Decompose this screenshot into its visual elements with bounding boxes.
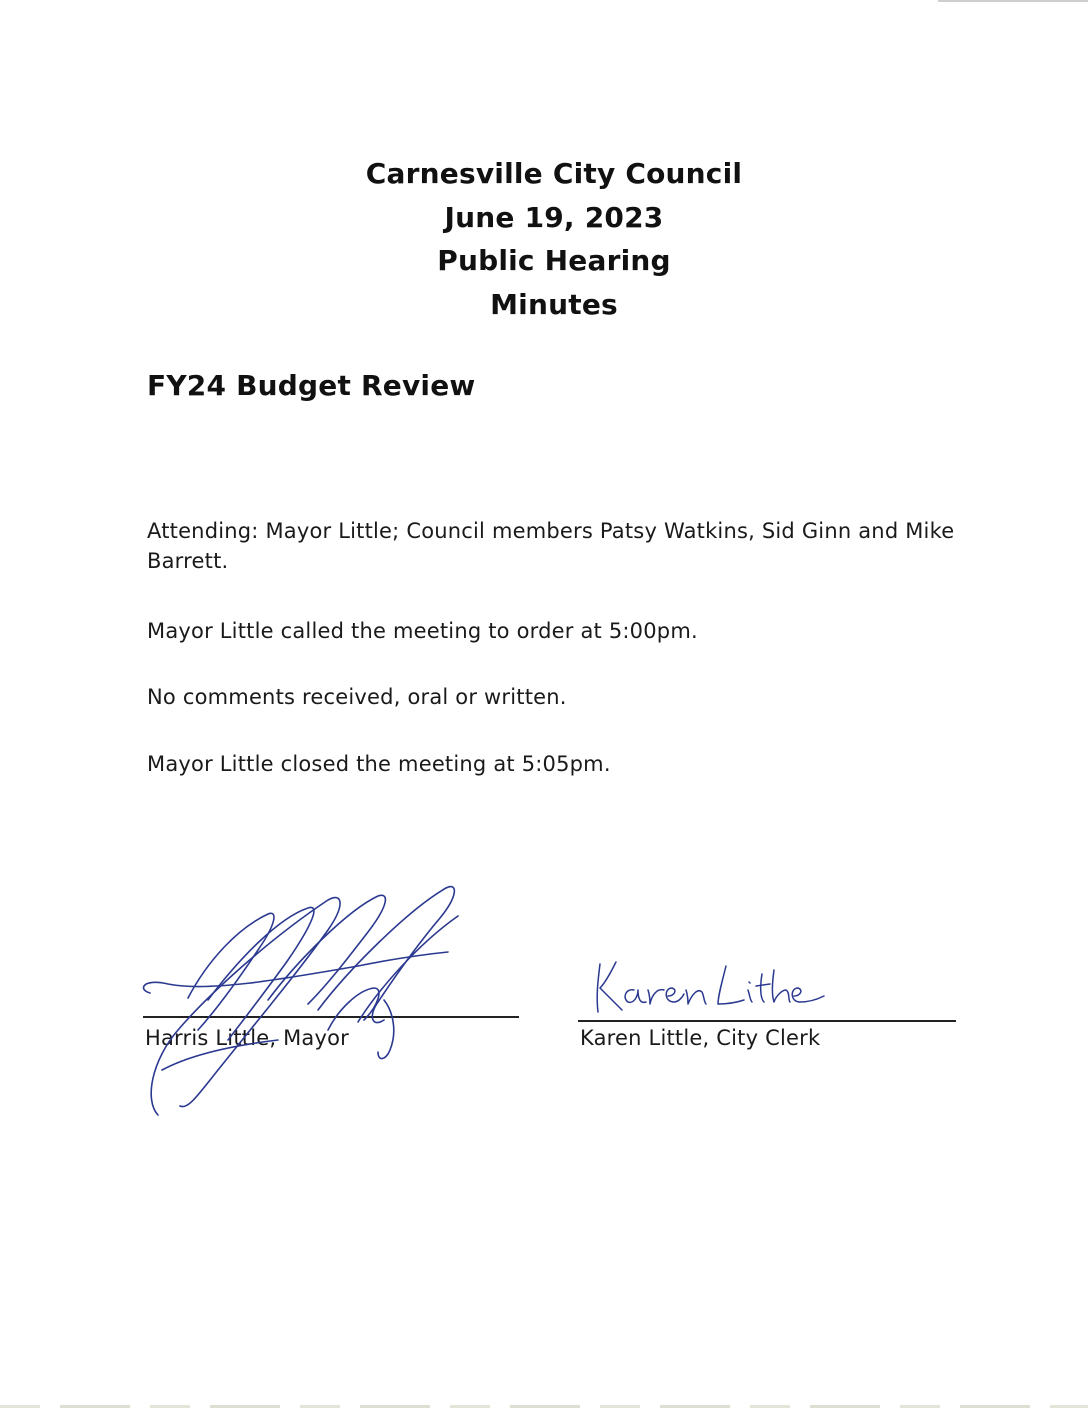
- document-type: Minutes: [490, 287, 618, 321]
- meeting-date: June 19, 2023: [444, 200, 664, 234]
- closing-paragraph: Mayor Little closed the meeting at 5:05pm.: [147, 752, 611, 776]
- clerk-signature-line: [578, 1020, 956, 1022]
- section-title: FY24 Budget Review: [147, 369, 476, 402]
- document-header: [0, 152, 1088, 326]
- attendance-paragraph: Attending: Mayor Little; Council members Patsy Watkins, Sid Ginn and Mike Barrett.: [147, 519, 955, 573]
- comments-paragraph: No comments received, oral or written.: [147, 685, 567, 709]
- clerk-signature: [588, 956, 828, 1016]
- call-to-order-paragraph: Mayor Little called the meeting to order at 5:00pm.: [147, 619, 698, 643]
- mayor-caption: Harris Little, Mayor: [145, 1026, 350, 1050]
- scan-edge-top: [938, 0, 1088, 2]
- mayor-signature: [128, 880, 478, 1120]
- clerk-caption: Karen Little, City Clerk: [580, 1026, 821, 1050]
- council-name: Carnesville City Council: [365, 157, 743, 190]
- meeting-type: Public Hearing: [437, 244, 671, 277]
